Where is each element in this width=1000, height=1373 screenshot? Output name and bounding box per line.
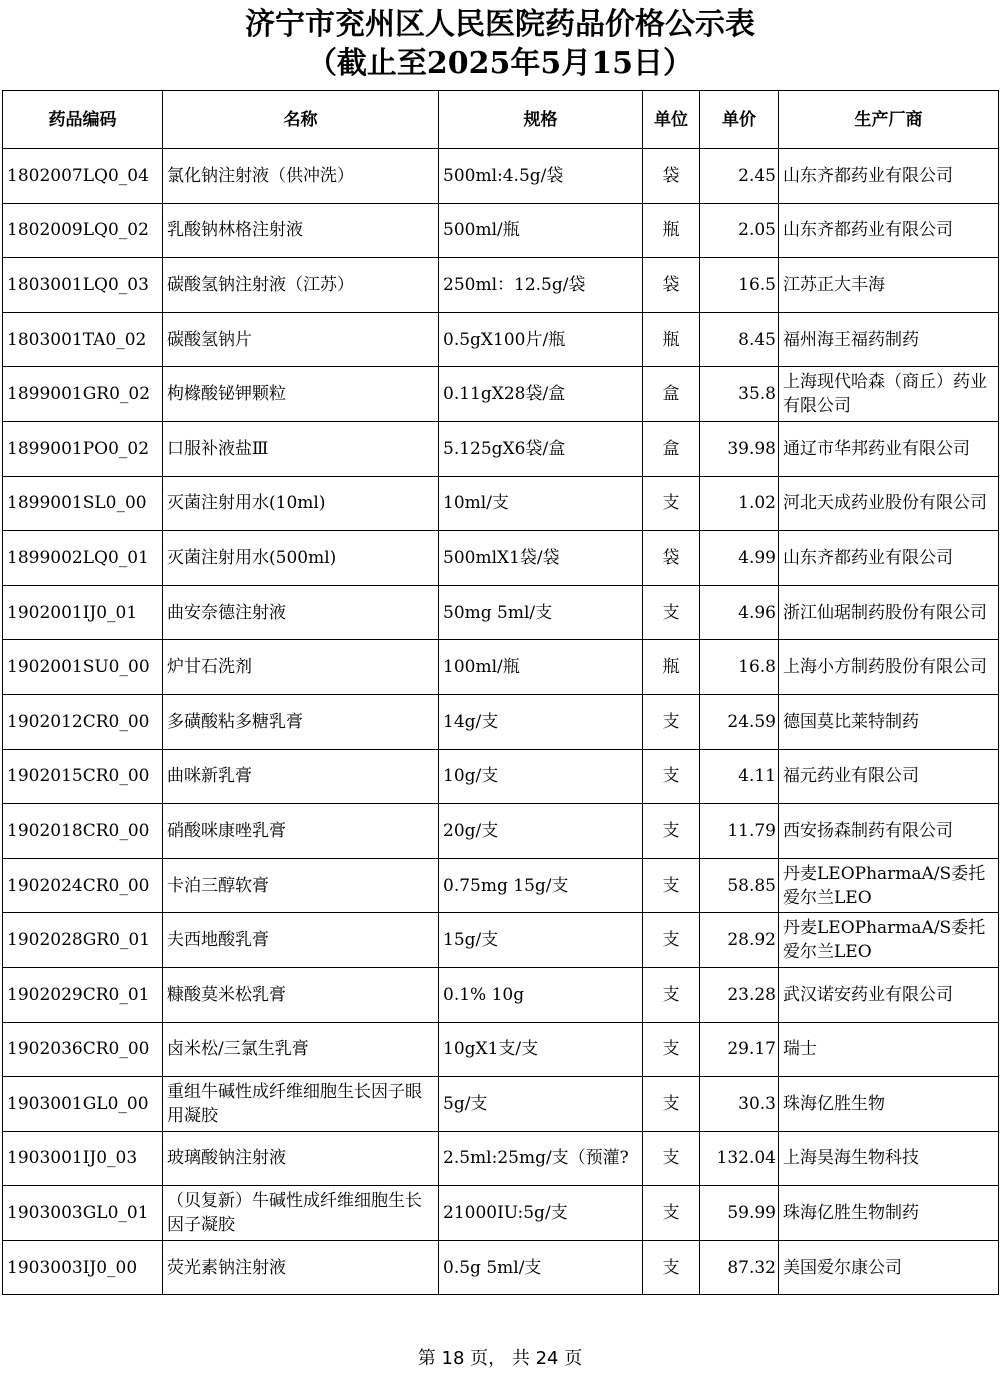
cell-name: 荧光素钠注射液 — [163, 1240, 439, 1295]
cell-spec: 500ml/瓶 — [439, 203, 643, 258]
price-table — [2, 90, 999, 1295]
cell-unit: 袋 — [643, 149, 700, 204]
cell-price: 4.99 — [700, 531, 779, 586]
cell-code: 1902015CR0_00 — [3, 749, 163, 804]
cell-price: 23.28 — [700, 967, 779, 1022]
table-body — [3, 149, 999, 1295]
cell-price: 2.45 — [700, 149, 779, 204]
cell-code: 1903003IJ0_00 — [3, 1240, 163, 1295]
table-row — [3, 858, 999, 913]
table-header-row — [3, 91, 999, 149]
cell-name: 乳酸钠林格注射液 — [163, 203, 439, 258]
cell-spec: 0.11gX28袋/盒 — [439, 367, 643, 422]
cell-manufacturer: 浙江仙琚制药股份有限公司 — [779, 585, 999, 640]
cell-code: 1902018CR0_00 — [3, 804, 163, 859]
cell-code: 1903003GL0_01 — [3, 1186, 163, 1241]
cell-price: 16.8 — [700, 640, 779, 695]
cell-price: 1.02 — [700, 476, 779, 531]
cell-unit: 支 — [643, 1077, 700, 1132]
cell-unit: 盒 — [643, 367, 700, 422]
cell-name: 糠酸莫米松乳膏 — [163, 967, 439, 1022]
cell-price: 24.59 — [700, 694, 779, 749]
table-row — [3, 804, 999, 859]
cell-name: 氯化钠注射液（供冲洗） — [163, 149, 439, 204]
cell-name: 口服补液盐Ⅲ — [163, 421, 439, 476]
cell-unit: 袋 — [643, 258, 700, 313]
page-subtitle: （截止至2025年5月15日） — [306, 46, 694, 81]
cell-spec: 500mlX1袋/袋 — [439, 531, 643, 586]
cell-unit: 支 — [643, 694, 700, 749]
cell-spec: 2.5ml:25mg/支（预灌? — [439, 1131, 643, 1186]
cell-spec: 10ml/支 — [439, 476, 643, 531]
table-row — [3, 203, 999, 258]
cell-name: 曲咪新乳膏 — [163, 749, 439, 804]
cell-unit: 支 — [643, 585, 700, 640]
cell-code: 1802007LQ0_04 — [3, 149, 163, 204]
cell-unit: 支 — [643, 913, 700, 968]
cell-spec: 0.5gX100片/瓶 — [439, 312, 643, 367]
page-title: 济宁市兖州区人民医院药品价格公示表 — [245, 7, 755, 42]
table-row — [3, 1022, 999, 1077]
cell-code: 1902012CR0_00 — [3, 694, 163, 749]
table-row — [3, 1186, 999, 1241]
cell-unit: 支 — [643, 1131, 700, 1186]
cell-price: 11.79 — [700, 804, 779, 859]
header-spec: 规格 — [439, 91, 643, 149]
cell-manufacturer: 德国莫比莱特制药 — [779, 694, 999, 749]
cell-name: 灭菌注射用水(10ml) — [163, 476, 439, 531]
cell-code: 1902001IJ0_01 — [3, 585, 163, 640]
cell-code: 1903001GL0_00 — [3, 1077, 163, 1132]
cell-name: 炉甘石洗剂 — [163, 640, 439, 695]
cell-spec: 15g/支 — [439, 913, 643, 968]
cell-code: 1803001TA0_02 — [3, 312, 163, 367]
cell-spec: 50mg 5ml/支 — [439, 585, 643, 640]
cell-manufacturer: 山东齐都药业有限公司 — [779, 149, 999, 204]
table-row — [3, 1077, 999, 1132]
cell-spec: 10gX1支/支 — [439, 1022, 643, 1077]
table-row — [3, 967, 999, 1022]
table-row — [3, 585, 999, 640]
cell-name: （贝复新）牛碱性成纤维细胞生长因子凝胶 — [163, 1186, 439, 1241]
cell-unit: 袋 — [643, 531, 700, 586]
cell-unit: 盒 — [643, 421, 700, 476]
cell-unit: 支 — [643, 967, 700, 1022]
cell-code: 1899001PO0_02 — [3, 421, 163, 476]
cell-manufacturer: 瑞士 — [779, 1022, 999, 1077]
table-row — [3, 1240, 999, 1295]
cell-manufacturer: 福州海王福药制药 — [779, 312, 999, 367]
cell-price: 16.5 — [700, 258, 779, 313]
cell-code: 1902029CR0_01 — [3, 967, 163, 1022]
header-name: 名称 — [163, 91, 439, 149]
cell-name: 卡泊三醇软膏 — [163, 858, 439, 913]
header-price: 单价 — [700, 91, 779, 149]
cell-spec: 500ml:4.5g/袋 — [439, 149, 643, 204]
table-row — [3, 913, 999, 968]
cell-name: 玻璃酸钠注射液 — [163, 1131, 439, 1186]
cell-manufacturer: 珠海亿胜生物制药 — [779, 1186, 999, 1241]
cell-price: 4.96 — [700, 585, 779, 640]
cell-spec: 21000IU:5g/支 — [439, 1186, 643, 1241]
cell-spec: 100ml/瓶 — [439, 640, 643, 695]
table-row — [3, 1131, 999, 1186]
cell-unit: 瓶 — [643, 203, 700, 258]
cell-name: 碳酸氢钠片 — [163, 312, 439, 367]
cell-unit: 瓶 — [643, 312, 700, 367]
table-row — [3, 640, 999, 695]
cell-unit: 支 — [643, 1022, 700, 1077]
header-manufacturer: 生产厂商 — [779, 91, 999, 149]
cell-unit: 瓶 — [643, 640, 700, 695]
cell-price: 29.17 — [700, 1022, 779, 1077]
cell-price: 59.99 — [700, 1186, 779, 1241]
cell-code: 1899001SL0_00 — [3, 476, 163, 531]
cell-manufacturer: 江苏正大丰海 — [779, 258, 999, 313]
cell-manufacturer: 西安扬森制药有限公司 — [779, 804, 999, 859]
cell-spec: 0.5g 5ml/支 — [439, 1240, 643, 1295]
cell-manufacturer: 河北天成药业股份有限公司 — [779, 476, 999, 531]
cell-spec: 0.75mg 15g/支 — [439, 858, 643, 913]
cell-code: 1903001IJ0_03 — [3, 1131, 163, 1186]
cell-code: 1902028GR0_01 — [3, 913, 163, 968]
cell-spec: 0.1% 10g — [439, 967, 643, 1022]
cell-price: 35.8 — [700, 367, 779, 422]
cell-spec: 5.125gX6袋/盒 — [439, 421, 643, 476]
cell-manufacturer: 美国爱尔康公司 — [779, 1240, 999, 1295]
table-row — [3, 531, 999, 586]
cell-code: 1902001SU0_00 — [3, 640, 163, 695]
header-code: 药品编码 — [3, 91, 163, 149]
cell-name: 卤米松/三氯生乳膏 — [163, 1022, 439, 1077]
cell-spec: 14g/支 — [439, 694, 643, 749]
cell-spec: 20g/支 — [439, 804, 643, 859]
cell-price: 30.3 — [700, 1077, 779, 1132]
cell-code: 1902036CR0_00 — [3, 1022, 163, 1077]
cell-price: 2.05 — [700, 203, 779, 258]
page-number: 第 18 页， 共 24 页 — [417, 1348, 583, 1369]
cell-code: 1803001LQ0_03 — [3, 258, 163, 313]
cell-manufacturer: 丹麦LEOPharmaA/S委托爱尔兰LEO — [779, 858, 999, 913]
cell-name: 重组牛碱性成纤维细胞生长因子眼用凝胶 — [163, 1077, 439, 1132]
cell-name: 夫西地酸乳膏 — [163, 913, 439, 968]
cell-unit: 支 — [643, 749, 700, 804]
table-row — [3, 421, 999, 476]
table-row — [3, 258, 999, 313]
table-row — [3, 749, 999, 804]
cell-code: 1802009LQ0_02 — [3, 203, 163, 258]
cell-manufacturer: 上海昊海生物科技 — [779, 1131, 999, 1186]
cell-name: 碳酸氢钠注射液（江苏） — [163, 258, 439, 313]
table-row — [3, 694, 999, 749]
cell-manufacturer: 武汉诺安药业有限公司 — [779, 967, 999, 1022]
cell-manufacturer: 上海小方制药股份有限公司 — [779, 640, 999, 695]
cell-unit: 支 — [643, 476, 700, 531]
cell-code: 1899002LQ0_01 — [3, 531, 163, 586]
cell-name: 灭菌注射用水(500ml) — [163, 531, 439, 586]
cell-manufacturer: 丹麦LEOPharmaA/S委托爱尔兰LEO — [779, 913, 999, 968]
cell-manufacturer: 珠海亿胜生物 — [779, 1077, 999, 1132]
cell-code: 1902024CR0_00 — [3, 858, 163, 913]
cell-name: 曲安奈德注射液 — [163, 585, 439, 640]
cell-manufacturer: 福元药业有限公司 — [779, 749, 999, 804]
cell-price: 132.04 — [700, 1131, 779, 1186]
cell-price: 39.98 — [700, 421, 779, 476]
cell-price: 8.45 — [700, 312, 779, 367]
cell-unit: 支 — [643, 1240, 700, 1295]
cell-code: 1899001GR0_02 — [3, 367, 163, 422]
cell-unit: 支 — [643, 804, 700, 859]
cell-manufacturer: 上海现代哈森（商丘）药业有限公司 — [779, 367, 999, 422]
header-unit: 单位 — [643, 91, 700, 149]
cell-spec: 5g/支 — [439, 1077, 643, 1132]
cell-unit: 支 — [643, 1186, 700, 1241]
cell-manufacturer: 山东齐都药业有限公司 — [779, 531, 999, 586]
cell-price: 28.92 — [700, 913, 779, 968]
cell-manufacturer: 山东齐都药业有限公司 — [779, 203, 999, 258]
cell-price: 87.32 — [700, 1240, 779, 1295]
cell-manufacturer: 通辽市华邦药业有限公司 — [779, 421, 999, 476]
cell-spec: 10g/支 — [439, 749, 643, 804]
table-row — [3, 367, 999, 422]
cell-spec: 250ml：12.5g/袋 — [439, 258, 643, 313]
cell-name: 枸橼酸铋钾颗粒 — [163, 367, 439, 422]
cell-price: 4.11 — [700, 749, 779, 804]
cell-name: 硝酸咪康唑乳膏 — [163, 804, 439, 859]
table-row — [3, 149, 999, 204]
table-row — [3, 312, 999, 367]
cell-unit: 支 — [643, 858, 700, 913]
cell-name: 多磺酸粘多糖乳膏 — [163, 694, 439, 749]
cell-price: 58.85 — [700, 858, 779, 913]
table-row — [3, 476, 999, 531]
